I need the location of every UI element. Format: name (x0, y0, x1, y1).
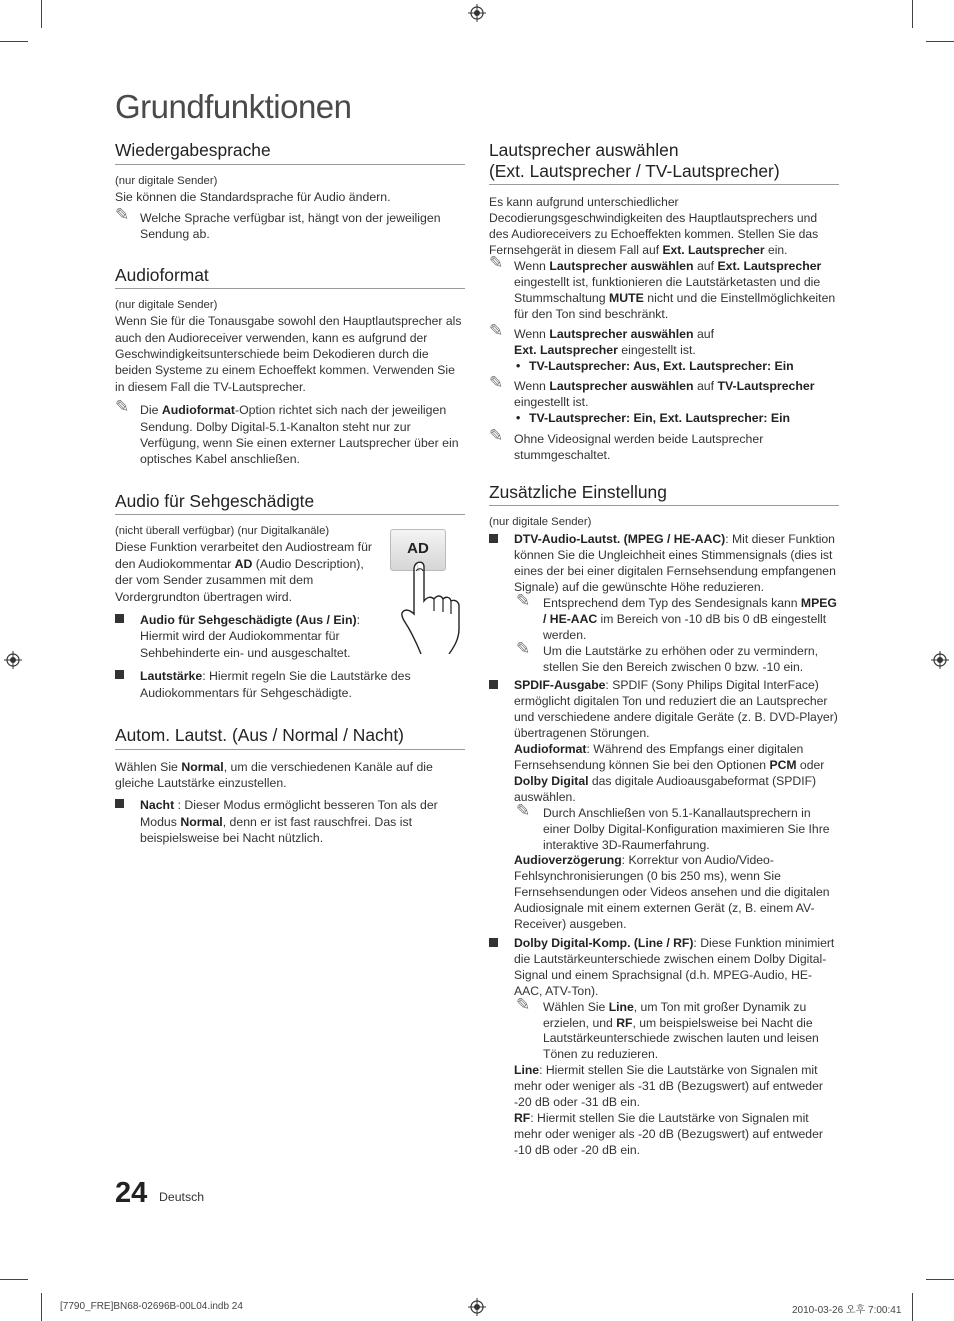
square-bullet-icon (115, 670, 124, 679)
dot-text: TV-Lautsprecher: Aus, Ext. Lautsprecher: Ein (529, 359, 794, 373)
page-language: Deutsch (159, 1190, 205, 1204)
sub-text: das digitale Audioausgabeformat (SPDIF) auswählen. (514, 773, 817, 804)
section-heading: Audio für Sehgeschädigte (115, 491, 465, 516)
bullet-text: : Mit dieser Funktion können Sie die Ungleichheit eines Stimmensignals (dies ist eines der bei einer digitalen Fernsehsendung empfangenen Signale) auf die gewünschte Höhe reduzieren. (514, 532, 836, 595)
pencil-note-icon: ✎ (516, 590, 531, 610)
right-column (489, 140, 839, 1159)
sub-paragraph (489, 1063, 839, 1111)
bullet-bold: Nacht (140, 798, 175, 813)
sub-note (489, 800, 839, 854)
note-text: eingestellt ist. (514, 395, 589, 410)
pencil-note-icon: ✎ (516, 638, 531, 658)
note-bold: RF (616, 1015, 633, 1030)
pencil-note-icon: ✎ (516, 994, 531, 1014)
bullet-bold: Dolby Digital-Komp. (Line / RF) (514, 935, 694, 950)
text-bold: Ext. Lautsprecher (662, 243, 765, 257)
section-text (115, 759, 465, 792)
text: , um die verschiedenen Kanäle auf die gleiche Lautstärke einzustellen. (115, 759, 433, 790)
note (115, 204, 465, 243)
note-bold: Lautsprecher auswählen (549, 259, 694, 273)
section-heading (489, 140, 839, 185)
bullet-text: : Diese Funktion minimiert die Lautstärkeunterschiede zwischen einem Dolby Digital-Signal und einem Sprachsignal (d.h. MPEG-Audio, HE-AAC, ATV-Ton). (514, 935, 835, 998)
sub-bold: Audioformat (514, 742, 587, 757)
sub-text: : Hiermit stellen Sie die Lautstärke von Signalen mit mehr oder weniger als -31 dB (Bezugswert) auf entweder -20 dB oder -31 dB ein. (514, 1063, 823, 1110)
note-text: im Bereich von -10 dB bis 0 dB eingestellt werden. (543, 611, 827, 642)
sub-note (489, 638, 839, 676)
text-bold: Normal (181, 759, 224, 774)
sub-text: : Korrektur von Audio/Video-Fehlsynchronisierungen (0 bis 250 ms), wenn Sie Fernsehsendungen oder Videos ansehen und die digitalen Audiosignale mit einem externen Gerät (z, B. einem AV-Receiver) ausgeben. (514, 853, 830, 932)
section-heading: Zusätzliche Einstellung (489, 482, 839, 507)
note (489, 373, 839, 410)
section-qualifier: (nur digitale Sender) (115, 174, 218, 187)
print-slug-right: 2010-03-26 오후 7:00:41 (792, 1305, 902, 1316)
section-qualifier: (nicht überall verfügbar) (nur Digitalkanäle) (115, 525, 330, 538)
section-autom-lautst (115, 725, 465, 847)
note-text: , um beispielsweise bei Nacht die Lautstärkeunterschiede zwischen lauten und leisen Tönen zu reduzieren. (543, 1015, 819, 1062)
note-text: Wenn (514, 327, 550, 341)
note-text: Wählen Sie (543, 999, 609, 1014)
section-heading: Audioformat (115, 265, 465, 290)
sub-bold: RF (514, 1110, 531, 1125)
note-text: auf (693, 259, 718, 273)
bullet-text: : Hiermit wird der Audiokommentar für Sehbehinderte ein- und ausgeschaltet. (140, 613, 360, 660)
pencil-note-icon: ✎ (489, 321, 504, 340)
note-text: Entsprechend dem Typ des Sendesignals kann (543, 595, 801, 610)
crop-mark (0, 1279, 28, 1280)
heading-line: (Ext. Lautsprecher / TV-Lautsprecher) (489, 160, 780, 181)
heading-line: Lautsprecher auswählen (489, 140, 679, 160)
note-bold: Ext. Lautsprecher (717, 259, 822, 273)
bullet-bold: Normal (180, 814, 223, 829)
left-column (115, 140, 465, 847)
sub-bold: PCM (769, 758, 797, 772)
note-bold: Ext. Lautsprecher (514, 343, 618, 357)
bullet-item (115, 797, 460, 846)
sub-text: : Während des Empfangs einer digitalen Fernsehsendung können Sie bei den Optionen (514, 742, 804, 772)
registration-mark-icon (4, 651, 22, 669)
pencil-note-icon: ✎ (489, 253, 504, 272)
section-zusaetzliche-einstellung (489, 482, 839, 1159)
ad-remote-illustration (385, 529, 465, 654)
note-bold: MPEG / HE-AAC (543, 595, 837, 626)
pencil-note-icon: ✎ (489, 373, 504, 393)
note-text: Durch Anschließen von 5.1-Kanallautsprechern in einer Dolby Digital-Konfiguration maximieren Sie Ihre interaktive 3D-Raumerfahrung. (543, 805, 830, 852)
note-text: Wenn (514, 259, 550, 273)
text: ein. (764, 243, 788, 257)
section-audioformat (115, 265, 465, 468)
section-lautsprecher-auswaehlen (489, 140, 839, 463)
note (489, 425, 839, 463)
note (489, 321, 839, 358)
registration-mark-icon (468, 4, 486, 22)
pencil-note-icon: ✎ (489, 425, 504, 445)
bullet-bold: Audio für Sehgeschädigte (Aus / Ein) (140, 613, 357, 627)
bullet-item (115, 668, 465, 701)
text: Es kann aufgrund unterschiedlicher Decodierungsgeschwindigkeiten des Hauptlautsprechers und des Audioreceivers zu Echoeffekten kommen. Stellen Sie das Fernsehgerät in diesem Fall auf (489, 195, 819, 257)
note-bold: Line (608, 999, 634, 1014)
text: Diese Funktion verarbeitet den Audiostream für den Audiokommentar (115, 540, 373, 571)
pencil-note-icon: ✎ (516, 800, 531, 820)
crop-mark (926, 1279, 954, 1280)
page-title: Grundfunktionen (115, 88, 352, 125)
pencil-note-icon: ✎ (115, 397, 130, 417)
pointing-hand-icon (399, 559, 465, 654)
sub-paragraph (489, 1111, 839, 1159)
note-bold: Lautsprecher auswählen (549, 379, 694, 394)
bullet-text: : SPDIF (Sony Philips Digital InterFace) ermöglicht digitalen Ton und reduziert die an Lautsprecher und verschiedene andere digitale Geräte (z. B. DVD-Player) übertragenen Störungen. (514, 678, 838, 741)
note-bold: Audioformat (161, 403, 235, 418)
bullet-text: : Hiermit regeln Sie die Lautstärke des Audiokommentars für Sehgeschädigte. (140, 669, 411, 700)
section-audio-sehgeschaedigte (115, 491, 465, 701)
dot-text: TV-Lautsprecher: Ein, Ext. Lautsprecher: Ein (529, 411, 791, 426)
note (489, 253, 839, 322)
note-bold: TV-Lautsprecher (717, 379, 815, 394)
bullet-item (489, 936, 839, 1000)
bullet-text: , denn er ist fast rauschfrei. Das ist beispielsweise bei Nacht nützlich. (140, 814, 413, 846)
section-qualifier: (nur digitale Sender) (489, 516, 592, 529)
section-text: Sie können die Standardsprache für Audio ändern. (115, 189, 391, 204)
note-text: Welche Sprache verfügbar ist, hängt von der jeweiligen Sendung ab. (140, 210, 441, 242)
ad-button-label: AD (407, 539, 429, 557)
text: (Audio Description), der vom Sender zusammen mit dem Vordergrundton übertragen wird. (115, 556, 364, 604)
note-text: Die (140, 403, 162, 418)
square-bullet-icon (115, 799, 124, 808)
bullet-bold: Lautstärke (140, 669, 203, 684)
print-slug-left: [7790_FRE]BN68-02696B-00L04.indb 24 (60, 1301, 243, 1312)
dot-bullet-icon: • (516, 411, 521, 426)
note (115, 397, 465, 468)
text-bold: AD (234, 556, 253, 571)
bullet-item (115, 612, 372, 661)
square-bullet-icon (489, 534, 498, 543)
section-text (489, 194, 839, 258)
sub-bold: Line (514, 1063, 540, 1078)
dot-item (489, 358, 839, 374)
square-bullet-icon (489, 938, 498, 947)
note-bold: Lautsprecher auswählen (549, 327, 694, 341)
crop-mark (912, 1293, 913, 1321)
section-text: Wenn Sie für die Tonausgabe sowohl den Hauptlautsprecher als auch den Audioreceiver verwenden, kann es aufgrund der Geschwindigkeitsunterschiede beim Dekodieren durch die beiden Systeme zu einem Echoeffekt kommen. Verwenden Sie in diesem Fall die TV-Lautsprecher. (115, 314, 462, 394)
registration-mark-icon (931, 651, 949, 669)
note-text: -Option richtet sich nach der jeweiligen Sendung. Dolby Digital-5.1-Kanalton steht nur zur Verfügung, wenn Sie einen externer Lautsprecher über ein optisches Kabel anschließen. (140, 403, 459, 467)
sub-bold: Dolby Digital (514, 773, 589, 788)
bullet-item (489, 532, 839, 596)
dot-bullet-icon: • (516, 359, 521, 373)
sub-note (489, 590, 839, 644)
crop-mark (912, 0, 913, 28)
dot-item (489, 410, 839, 426)
note-text: Um die Lautstärke zu erhöhen oder zu vermindern, stellen Sie den Bereich zwischen 0 bzw. -10 ein. (543, 643, 819, 674)
bullet-text: : Dieser Modus ermöglicht besseren Ton als der Modus (140, 798, 438, 829)
note-text: eingestellt ist. (617, 343, 696, 357)
note-text: Wenn (514, 379, 550, 394)
registration-mark-icon (468, 1298, 486, 1316)
page-number: 24 (115, 1177, 148, 1209)
sub-paragraph (489, 742, 839, 806)
sub-paragraph (489, 853, 839, 933)
crop-mark (926, 41, 954, 42)
bullet-bold: SPDIF-Ausgabe (514, 678, 606, 693)
crop-mark (41, 0, 42, 28)
note-text: auf (693, 379, 718, 394)
sub-text: : Hiermit stellen Sie die Lautstärke von Signalen mit mehr oder weniger als -20 dB (Bezugswert) auf entweder -10 dB oder -20 dB ein. (514, 1110, 823, 1157)
pencil-note-icon: ✎ (115, 204, 130, 224)
sub-bold: Audioverzögerung (514, 853, 622, 868)
note-bold: MUTE (609, 291, 644, 305)
note-text: , um Ton mit großer Dynamik zu erzielen, und (543, 999, 807, 1030)
section-text (115, 539, 373, 605)
section-heading: Wiedergabesprache (115, 140, 465, 165)
section-wiedergabesprache (115, 140, 465, 243)
text: Wählen Sie (115, 759, 182, 774)
square-bullet-icon (115, 614, 124, 623)
bullet-bold: DTV-Audio-Lautst. (MPEG / HE-AAC) (514, 532, 726, 547)
crop-mark (0, 41, 28, 42)
square-bullet-icon (489, 680, 498, 689)
note-text: nicht und die Einstellmöglichkeiten für den Ton sind beschränkt. (514, 291, 836, 321)
sub-text: oder (796, 758, 825, 772)
section-heading: Autom. Lautst. (Aus / Normal / Nacht) (115, 725, 465, 750)
crop-mark (41, 1293, 42, 1321)
section-qualifier: (nur digitale Sender) (115, 299, 218, 312)
note-text: auf (693, 327, 715, 341)
note-text: eingestellt ist, funktionieren die Lautstärketasten und die Stummschaltung (514, 275, 821, 305)
note-text: Ohne Videosignal werden beide Lautsprecher stummgeschaltet. (514, 431, 764, 462)
sub-note (489, 994, 839, 1064)
bullet-item (489, 678, 839, 742)
